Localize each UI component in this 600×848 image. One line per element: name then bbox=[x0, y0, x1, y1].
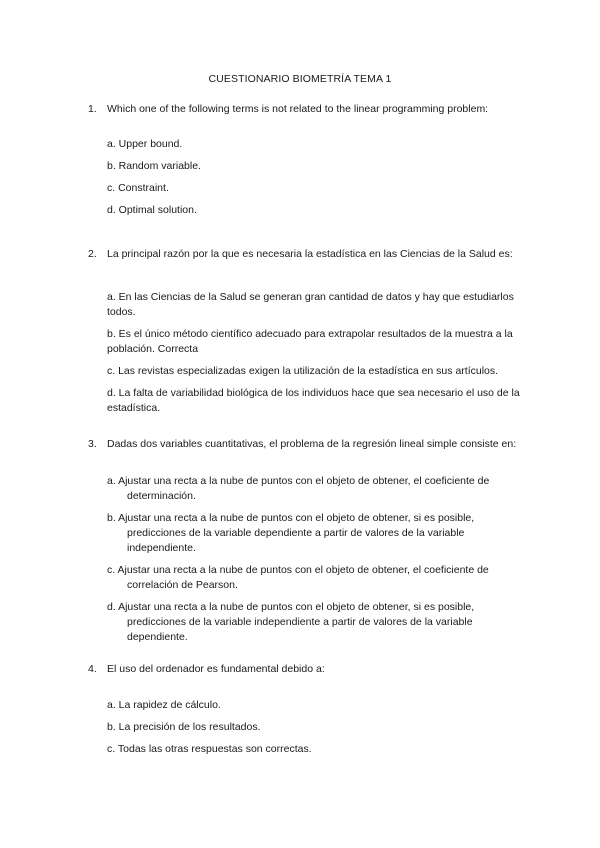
option-d: d. Optimal solution. bbox=[107, 204, 197, 216]
option-a: a. En las Ciencias de la Salud se generan gran cantidad de datos y hay que estudiarlos todos. bbox=[107, 291, 514, 318]
question-text-row bbox=[0, 437, 600, 452]
option-b: b. La precisión de los resultados. bbox=[107, 721, 261, 733]
question-text-row bbox=[0, 247, 600, 262]
option-d: d. La falta de variabilidad biológica de los individuos hace que sea necesario el uso de la estadística. bbox=[107, 387, 520, 414]
question-text: El uso del ordenador es fundamental debido a: bbox=[107, 663, 325, 675]
option-a: a. La rapidez de cálculo. bbox=[107, 699, 221, 711]
question-number: 2. bbox=[88, 248, 97, 260]
question-text: Dadas dos variables cuantitativas, el problema de la regresión lineal simple consiste en: bbox=[107, 438, 517, 450]
question-text: Which one of the following terms is not related to the linear programming problem: bbox=[107, 103, 489, 115]
question-number: 1. bbox=[88, 103, 97, 115]
option-a: a. Upper bound. bbox=[107, 138, 183, 150]
question-text-row bbox=[0, 662, 600, 677]
question-3 bbox=[0, 437, 600, 652]
option-c: c. Ajustar una recta a la nube de puntos con el objeto de obtener, el coeficiente de correlación de Pearson. bbox=[107, 564, 489, 591]
option-c: c. Constraint. bbox=[107, 182, 169, 194]
option-b: b. Es el único método científico adecuado para extrapolar resultados de la muestra a la población. Correcta bbox=[107, 328, 513, 355]
option-a: a. Ajustar una recta a la nube de puntos con el objeto de obtener, el coeficiente de determinación. bbox=[107, 475, 490, 502]
question-1 bbox=[0, 102, 600, 225]
document-title: CUESTIONARIO BIOMETRÍA TEMA 1 bbox=[208, 73, 392, 85]
question-number: 4. bbox=[88, 663, 97, 675]
option-c: c. Las revistas especializadas exigen la utilización de la estadística en sus artículos. bbox=[107, 365, 499, 377]
option-d: d. Ajustar una recta a la nube de puntos con el objeto de obtener, si es posible, predicciones de la variable independiente a partir de valores de la variable dependiente. bbox=[107, 601, 475, 643]
question-2 bbox=[0, 247, 600, 423]
question-text-row bbox=[0, 102, 600, 117]
option-c: c. Todas las otras respuestas son correctas. bbox=[107, 743, 312, 755]
option-list bbox=[0, 290, 600, 416]
option-b: b. Ajustar una recta a la nube de puntos con el objeto de obtener, si es posible, predicciones de la variable dependiente a partir de valores de la variable independiente. bbox=[107, 512, 475, 554]
question-text: La principal razón por la que es necesaria la estadística en las Ciencias de la Salud es: bbox=[107, 248, 513, 260]
option-b: b. Random variable. bbox=[107, 160, 201, 172]
option-list bbox=[0, 698, 600, 757]
option-list bbox=[0, 137, 600, 218]
option-list bbox=[0, 474, 600, 645]
question-4 bbox=[0, 662, 600, 764]
question-number: 3. bbox=[88, 438, 97, 450]
